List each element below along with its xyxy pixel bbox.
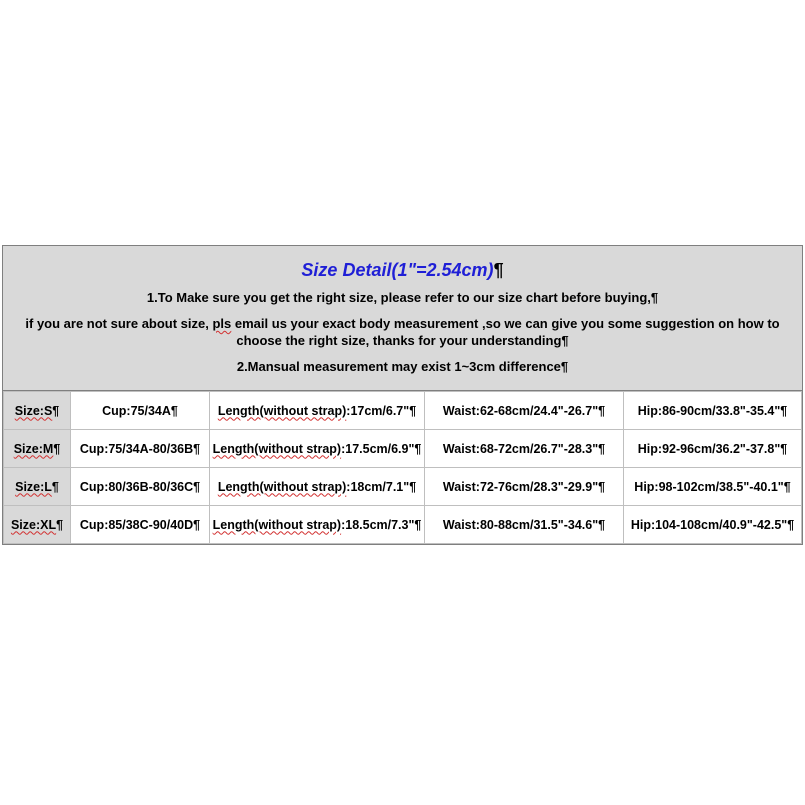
cup-value: Cup:75/34A-80/36B <box>79 441 194 456</box>
cup-value: Cup:80/36B-80/36C <box>79 479 194 494</box>
waist-value: Waist:68-72cm/26.7"-28.3" <box>442 441 599 456</box>
size-table-body <box>4 392 802 544</box>
hip-value: Hip:86-90cm/33.8"-35.4" <box>637 403 781 418</box>
length-label: Length(without strap) <box>217 479 347 494</box>
pilcrow-mark: ¶ <box>170 403 178 418</box>
note-measurement-difference-text: 2.Mansual measurement may exist 1~3cm difference <box>236 359 561 374</box>
size-label: Size:M <box>13 441 54 456</box>
waist-value: Waist:72-76cm/28.3"-29.9" <box>442 479 599 494</box>
pilcrow-mark: ¶ <box>598 403 606 418</box>
waist-cell <box>425 468 624 506</box>
hip-cell <box>624 430 802 468</box>
size-cell <box>4 430 71 468</box>
size-chart-title <box>9 260 796 281</box>
pilcrow-mark: ¶ <box>780 441 788 456</box>
note-email-part-b: pls <box>212 316 232 331</box>
size-cell <box>4 392 71 430</box>
cup-cell <box>71 392 210 430</box>
cup-value: Cup:85/38C-90/40D <box>79 517 194 532</box>
table-row <box>4 392 802 430</box>
cup-value: Cup:75/34A <box>102 403 171 418</box>
pilcrow-mark: ¶ <box>560 359 569 374</box>
pilcrow-mark: ¶ <box>598 517 606 532</box>
size-cell <box>4 468 71 506</box>
waist-cell <box>425 430 624 468</box>
hip-value: Hip:92-96cm/36.2"-37.8" <box>637 441 781 456</box>
length-value: :17cm/6.7" <box>346 403 410 418</box>
size-chart-header <box>3 246 802 391</box>
note-refer-chart-text: 1.To Make sure you get the right size, please refer to our size chart before buying, <box>146 290 651 305</box>
pilcrow-mark: ¶ <box>51 479 59 494</box>
waist-cell <box>425 392 624 430</box>
cup-cell <box>71 468 210 506</box>
pilcrow-mark: ¶ <box>787 517 795 532</box>
length-cell <box>210 506 425 544</box>
hip-cell <box>624 392 802 430</box>
title-text: Size Detail(1"=2.54cm) <box>301 260 494 280</box>
length-cell <box>210 392 425 430</box>
length-label: Length(without strap) <box>212 441 342 456</box>
length-cell <box>210 468 425 506</box>
pilcrow-mark: ¶ <box>409 479 417 494</box>
size-label: Size:XL <box>10 517 57 532</box>
pilcrow-mark: ¶ <box>193 441 201 456</box>
note-email-measurement <box>9 315 796 349</box>
note-email-part-a: if you are not sure about size, <box>25 316 213 331</box>
pilcrow-mark: ¶ <box>650 290 659 305</box>
pilcrow-mark: ¶ <box>598 441 606 456</box>
size-cell <box>4 506 71 544</box>
pilcrow-mark: ¶ <box>414 441 422 456</box>
hip-cell <box>624 468 802 506</box>
length-value: :17.5cm/6.9" <box>341 441 415 456</box>
table-row <box>4 430 802 468</box>
length-label: Length(without strap) <box>217 403 347 418</box>
cup-cell <box>71 430 210 468</box>
table-row <box>4 506 802 544</box>
pilcrow-mark: ¶ <box>780 403 788 418</box>
length-cell <box>210 430 425 468</box>
note-measurement-difference <box>9 358 796 375</box>
pilcrow-mark: ¶ <box>598 479 606 494</box>
waist-value: Waist:62-68cm/24.4"-26.7" <box>442 403 599 418</box>
pilcrow-mark: ¶ <box>56 517 64 532</box>
pilcrow-mark: ¶ <box>52 403 60 418</box>
pilcrow-mark: ¶ <box>193 517 201 532</box>
waist-cell <box>425 506 624 544</box>
length-value: :18cm/7.1" <box>346 479 410 494</box>
size-label: Size:S <box>14 403 53 418</box>
pilcrow-mark: ¶ <box>53 441 61 456</box>
size-label: Size:L <box>15 479 52 494</box>
table-row <box>4 468 802 506</box>
pilcrow-mark: ¶ <box>193 479 201 494</box>
pilcrow-mark: ¶ <box>493 260 504 280</box>
hip-value: Hip:98-102cm/38.5"-40.1" <box>634 479 784 494</box>
pilcrow-mark: ¶ <box>414 517 422 532</box>
hip-value: Hip:104-108cm/40.9"-42.5" <box>630 517 788 532</box>
length-label: Length(without strap) <box>212 517 342 532</box>
note-refer-chart <box>9 289 796 306</box>
note-email-part-c: email us your exact body measurement ,so we can give you some suggestion on how to choose the right size, thanks for your understanding <box>231 316 780 348</box>
pilcrow-mark: ¶ <box>409 403 417 418</box>
length-value: :18.5cm/7.3" <box>341 517 415 532</box>
cup-cell <box>71 506 210 544</box>
waist-value: Waist:80-88cm/31.5"-34.6" <box>442 517 599 532</box>
pilcrow-mark: ¶ <box>561 333 569 348</box>
hip-cell <box>624 506 802 544</box>
size-chart <box>2 245 803 545</box>
pilcrow-mark: ¶ <box>783 479 791 494</box>
size-table <box>3 391 802 544</box>
